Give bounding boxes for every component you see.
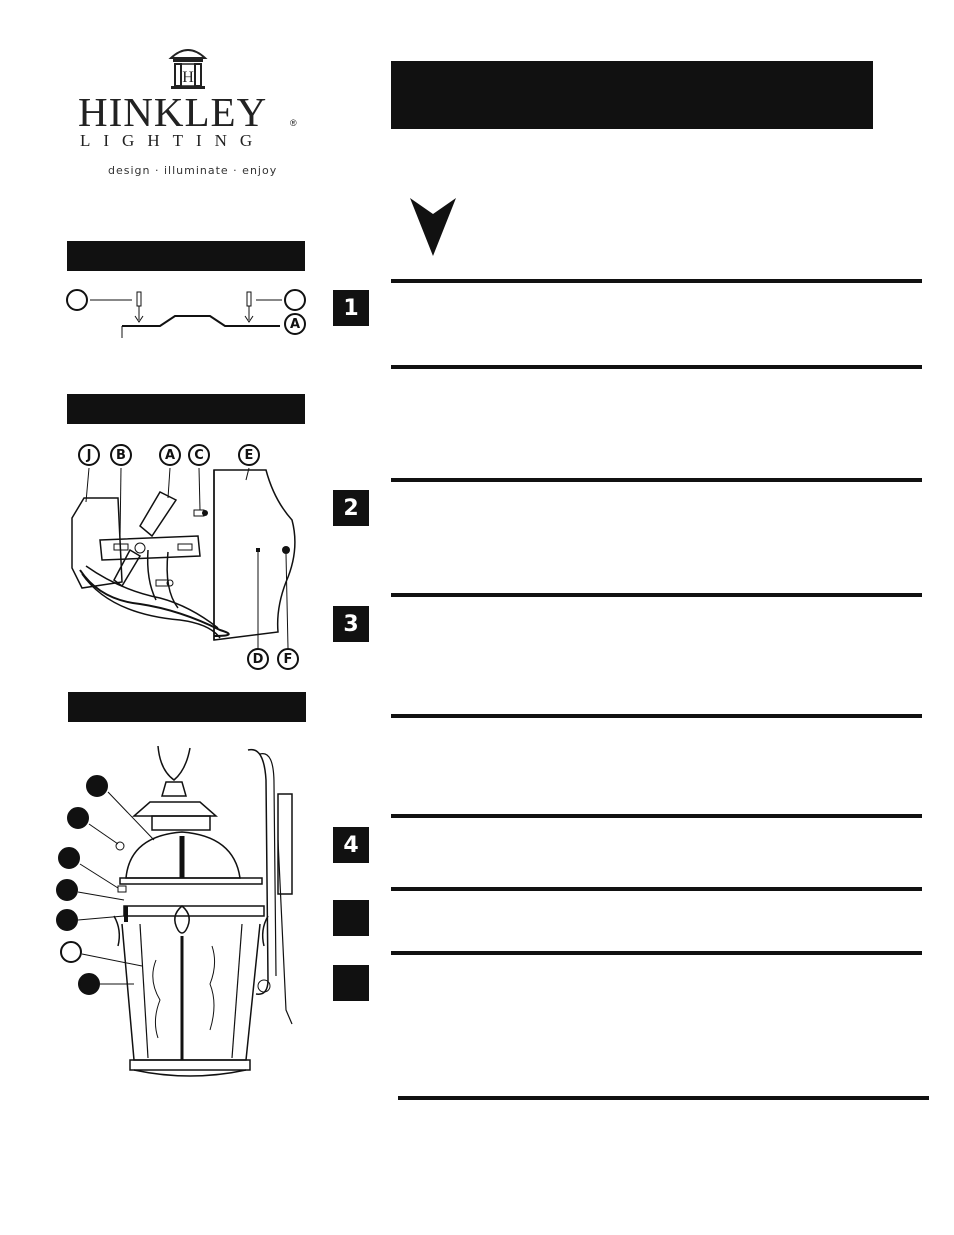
down-arrow-icon	[408, 196, 458, 258]
divider-rule-4	[391, 593, 922, 597]
brand-tagline: design · illuminate · enjoy	[108, 164, 278, 177]
figure-wiring	[60, 440, 320, 672]
title-bar	[391, 61, 873, 129]
callout-j: J	[78, 444, 100, 466]
divider-rule-8	[391, 951, 922, 955]
figure-mounting-strap	[60, 282, 310, 352]
callout-f: F	[277, 648, 299, 670]
divider-rule-2	[391, 365, 922, 369]
divider-rule-7	[391, 887, 922, 891]
brand-logo	[78, 44, 308, 184]
lantern-emblem-icon	[163, 44, 213, 90]
lantern-drawing	[50, 740, 310, 1090]
wiring-drawing	[60, 440, 320, 672]
callout-e: E	[238, 444, 260, 466]
svg-text:H: H	[182, 69, 194, 86]
brand-subtitle: LIGHTING	[80, 131, 266, 150]
step-badge-1: 1	[333, 290, 369, 326]
step-badge-4: 4	[333, 827, 369, 863]
figure-lantern	[50, 740, 310, 1090]
section-bar-3	[68, 692, 306, 722]
registered-mark: ®	[290, 118, 297, 128]
section-bar-2	[67, 394, 305, 424]
step-badge-2: 2	[333, 490, 369, 526]
divider-rule-6	[391, 814, 922, 818]
step-badge-6	[333, 965, 369, 1001]
step-badge-5	[333, 900, 369, 936]
callout-a: A	[159, 444, 181, 466]
callout-b: B	[110, 444, 132, 466]
callout-d: D	[247, 648, 269, 670]
divider-rule-1	[391, 279, 922, 283]
callout-a: A	[284, 313, 306, 335]
strap-drawing	[60, 282, 310, 352]
callout-c: C	[188, 444, 210, 466]
step-badge-3: 3	[333, 606, 369, 642]
section-bar-1	[67, 241, 305, 271]
divider-rule-5	[391, 714, 922, 718]
divider-rule-9	[398, 1096, 929, 1100]
divider-rule-3	[391, 478, 922, 482]
brand-name: HINKLEY	[78, 89, 268, 135]
